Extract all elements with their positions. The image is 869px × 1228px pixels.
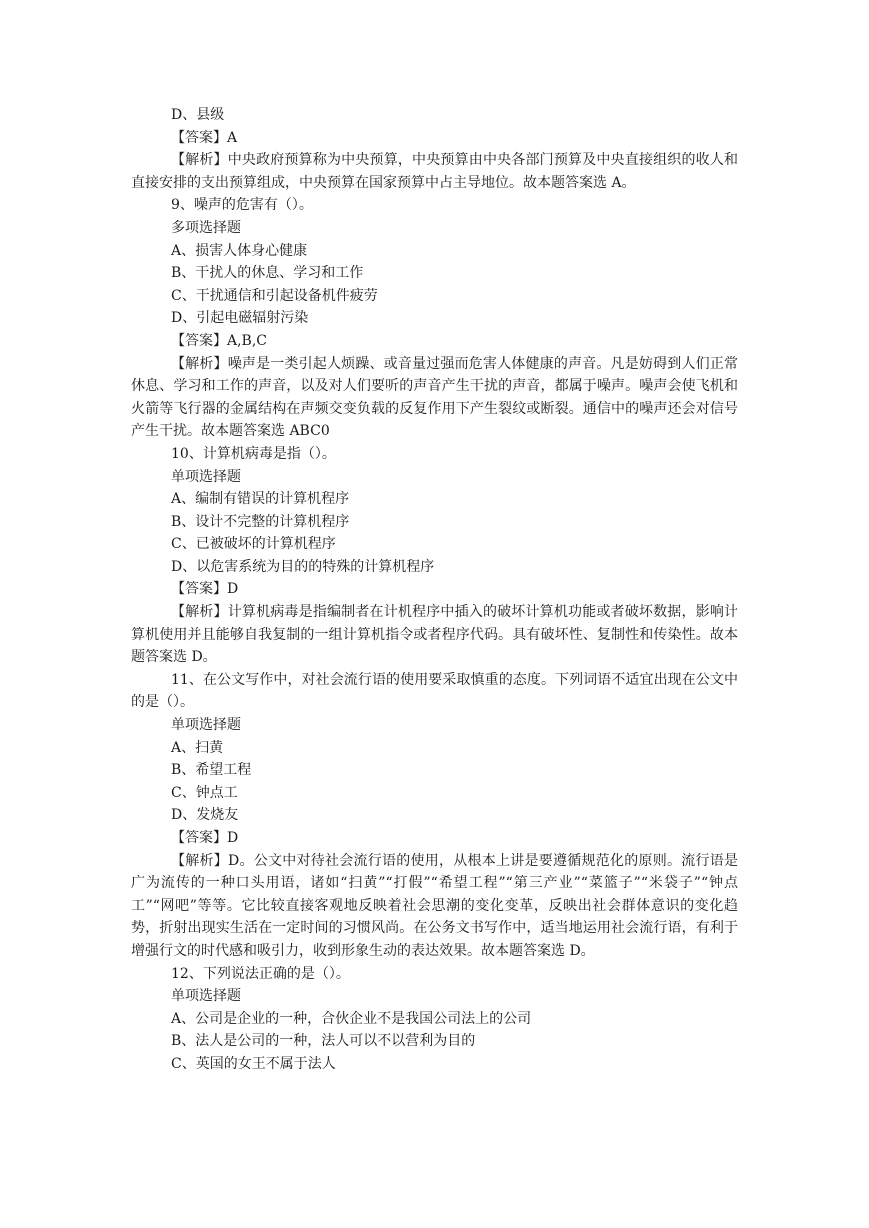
option-d: D、引起电磁辐射污染 xyxy=(171,310,309,327)
explanation-paragraph: 【解析】计算机病毒是指编制者在计机程序中插入的破坏计算机功能或者破坏数据，影响计算机使用并且能够自我复制的一组计算机指令或者程序代码。具有破坏性、复制性和传染性。故本题答案选 D。 xyxy=(131,604,738,666)
option-d: D、以危害系统为目的的特殊的计算机程序 xyxy=(171,558,435,575)
question-9: 9、噪声的危害有（）。 xyxy=(171,197,313,214)
question-11: 11、在公文写作中，对社会流行语的使用要采取慎重的态度。下列词语不适宜出现在公文中的是（）。 xyxy=(131,671,738,711)
option-b: B、法人是公司的一种，法人可以不以营利为目的 xyxy=(171,1033,476,1050)
option-a: A、损害人体身心健康 xyxy=(171,242,308,259)
question-12: 12、下列说法正确的是（）。 xyxy=(171,965,350,982)
question-type: 单项选择题 xyxy=(171,717,241,734)
option-a: A、公司是企业的一种，合伙企业不是我国公司法上的公司 xyxy=(171,1010,532,1027)
option-a: A、编制有错误的计算机程序 xyxy=(171,491,350,508)
explanation-paragraph: 【解析】噪声是一类引起人烦躁、或音量过强而危害人体健康的声音。凡是妨碍到人们正常休息、学习和工作的声音，以及对人们要听的声音产生干扰的声音，都属于噪声。噪声会使飞机和火箭等飞行器的金属结构在声频交变负载的反复作用下产生裂纹或断裂。通信中的噪声还会对信号产生干扰。故本题答案选 ABC0 xyxy=(131,355,738,440)
question-type: 单项选择题 xyxy=(171,988,241,1005)
option-c: C、已被破坏的计算机程序 xyxy=(171,536,336,553)
option-a: A、扫黄 xyxy=(171,739,224,756)
question-type: 多项选择题 xyxy=(171,219,241,236)
option-d-county: D、县级 xyxy=(171,107,225,123)
option-b: B、设计不完整的计算机程序 xyxy=(171,513,350,530)
option-c: C、干扰通信和引起设备机件疲劳 xyxy=(171,287,378,304)
option-b: B、干扰人的休息、学习和工作 xyxy=(171,265,364,282)
question-10: 10、计算机病毒是指（）。 xyxy=(171,445,336,462)
answer-line: 【答案】A,B,C xyxy=(171,332,268,349)
explanation-paragraph: 【解析】中央政府预算称为中央预算，中央预算由中央各部门预算及中央直接组织的收人和直接安排的支出预算组成，中央预算在国家预算中占主导地位。故本题答案选 A。 xyxy=(131,152,738,191)
option-c: C、英国的女王不属于法人 xyxy=(171,1055,336,1072)
answer-line: 【答案】A xyxy=(171,129,238,146)
answer-line: 【答案】D xyxy=(171,581,239,598)
option-d: D、发烧友 xyxy=(171,807,239,824)
option-c: C、钟点工 xyxy=(171,784,238,801)
question-type: 单项选择题 xyxy=(171,468,241,485)
explanation-paragraph: 【解析】D。公文中对待社会流行语的使用，从根本上讲是要遵循规范化的原则。流行语是广为流传的一种口头用语，诸如“扫黄”“打假”“希望工程”“第三产业”“菜篮子”“米袋子”“钟点工”“网吧”等等。它比较直接客观地反映着社会思潮的变化变革，反映出社会群体意识的变化趋势，折射出现实生活在一定时间的习惯风尚。在公务文书写作中，适当地运用社会流行语，有利于增强行文的时代感和吸引力，收到形象生动的表达效果。故本题答案选 D。 xyxy=(131,852,738,959)
option-b: B、希望工程 xyxy=(171,762,252,779)
answer-line: 【答案】D xyxy=(171,830,239,846)
document-body xyxy=(131,104,738,1076)
